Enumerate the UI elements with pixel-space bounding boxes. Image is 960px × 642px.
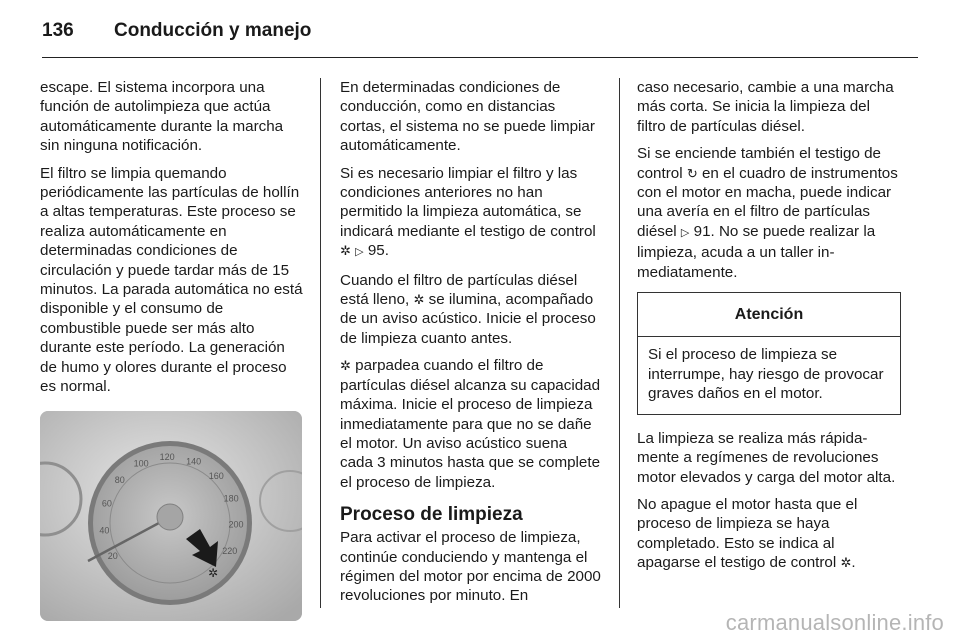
paragraph: escape. El sistema incorpora una función de autolimpieza que actúa automáticamente durante la marcha sin ninguna notificación. [40, 79, 284, 155]
dpf-warning-icon: ✲ [413, 292, 425, 308]
speed-tick-label: 120 [159, 451, 175, 462]
speed-tick-label: 20 [107, 550, 118, 561]
speed-tick-label: 40 [99, 525, 110, 535]
section-title: Conducción y manejo [114, 20, 312, 41]
speed-tick-label: 180 [223, 492, 239, 503]
header-rule [42, 57, 918, 58]
watermark: carmanualsonline.info [725, 610, 944, 635]
paragraph: caso necesario, cambie a una marcha más corta. Se inicia la limpieza del filtro de partículas diésel. [637, 79, 894, 135]
dpf-warning-icon: ✲ [340, 243, 351, 259]
page-reference-icon: ▷ [355, 246, 364, 259]
paragraph: Si es necesario limpiar el filtro y las condiciones anteriores no han permitido la limpieza automática, se indicará mediante el testigo de control ✲ ▷ 95. [340, 164, 602, 263]
paragraph: Si se enciende también el testigo de control ↻ en el cuadro de instrumentos con el motor en macha, puede indicar una avería en el filtro de partículas diésel ▷ 91. No se puede realizar la limpieza, acuda a un taller inmediatamente. [637, 145, 898, 281]
speed-tick-label: 200 [228, 519, 244, 530]
warning-body: Si el proceso de limpieza se interrumpe, hay riesgo de provocar graves daños en el motor. [648, 346, 884, 403]
warning-box [637, 292, 901, 415]
speedometer-figure [40, 411, 302, 621]
malfunction-indicator-icon: ↻ [686, 165, 698, 181]
speed-tick-label: 80 [114, 474, 125, 485]
column-1 [40, 78, 303, 621]
paragraph: El filtro se limpia quemando periódicamente las partículas de hollín a altas temperaturas. Este proceso se realiza automáticamente en determinadas condiciones de circulación y puede tardar más de 15 minutos. La parada automática no está disponible y el consumo de combustible puede ser más alto durante este período. La generación de humo y olores durante el proceso es normal. [40, 164, 303, 396]
column-2 [340, 78, 602, 614]
column-3 [637, 78, 901, 581]
svg-text:✲: ✲ [208, 565, 219, 580]
paragraph: La limpieza se realiza más rápidamente a regímenes de revoluciones motor elevados y carga del motor alta. [637, 429, 896, 486]
paragraph: ✲ parpadea cuando el filtro de partículas diésel alcanza su capacidad máxima. Inicie el proceso de limpieza inmediatamente para que no se dañe el motor. Un aviso acústico suena cada 3 minutos hasta que se complete el proceso de limpieza. [340, 357, 601, 491]
speedometer-illustration [40, 411, 302, 621]
paragraph: No apague el motor hasta que el proceso de limpieza se haya completado. Esto se indica al apagarse el testigo de control ✲. [637, 495, 858, 572]
speed-tick-label: 140 [186, 455, 202, 466]
page-header [42, 14, 918, 54]
speed-tick-label: 60 [101, 498, 112, 509]
dpf-warning-icon: ✲ [840, 555, 852, 571]
subheading: Proceso de limpieza [340, 504, 523, 526]
page-number: 136 [42, 20, 74, 41]
column-divider [320, 78, 321, 608]
paragraph: Para activar el proceso de limpieza, continúe conduciendo y mantenga el régimen del motor por encima de 2000 revoluciones por minuto. En [340, 529, 601, 605]
speed-tick-label: 100 [133, 458, 149, 469]
speed-tick-label: 160 [208, 470, 224, 481]
speed-tick-label: 220 [222, 545, 238, 556]
paragraph: En determinadas condiciones de conducción, como en distancias cortas, el sistema no se puede limpiar automáticamente. [340, 79, 595, 155]
page-reference-icon: ▷ [680, 226, 690, 239]
dpf-warning-icon: ✲ [340, 358, 351, 374]
paragraph: Cuando el filtro de partículas diésel está lleno, ✲ se ilumina, acompañado de un aviso acústico. Inicie el proceso de limpieza cuanto antes. [340, 271, 596, 347]
warning-title: Atención [638, 293, 900, 337]
column-divider [619, 78, 620, 608]
